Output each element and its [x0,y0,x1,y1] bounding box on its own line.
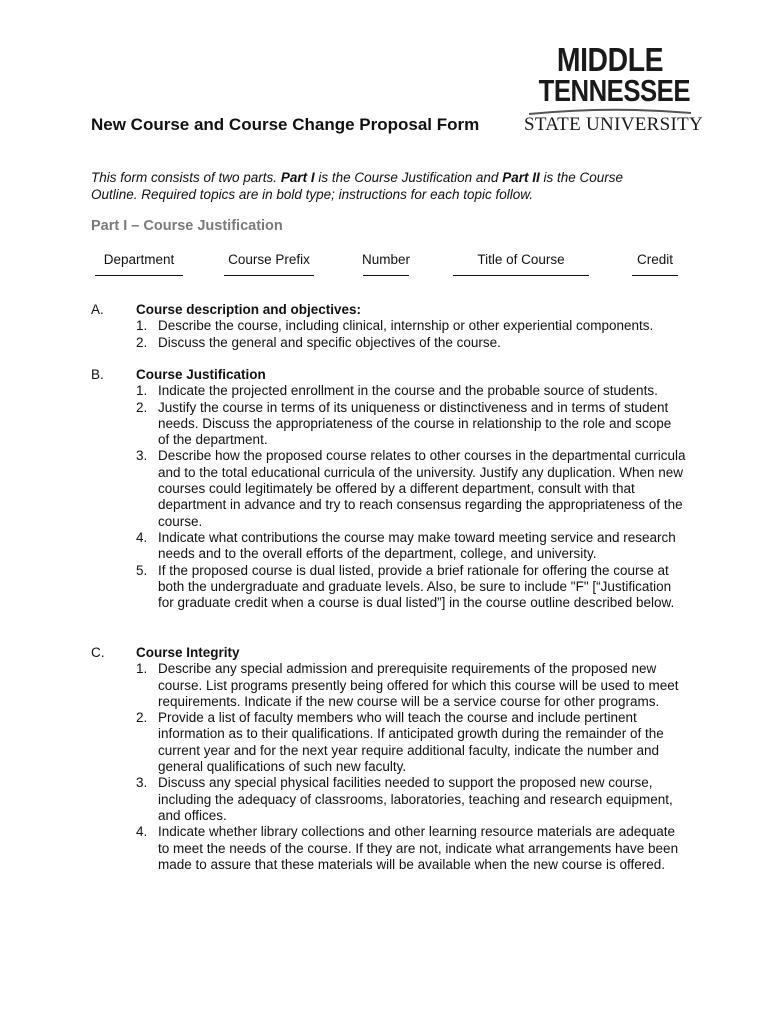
list-item: 2. Discuss the general and specific objectives of the course. [136,334,501,350]
blank-line [95,275,183,276]
intro-part-one: Part I [280,170,315,185]
list-item: 4. Indicate whether library collections and other learning resource materials are adequate to meet the needs of the course. If they are not, indicate what arrangements have been made to assure that these materials will be available when the new course is offered. [136,824,679,872]
section-heading: Course Justification [136,367,266,382]
section-course-justification [136,367,686,611]
logo-line-middle: MIDDLE [556,41,664,78]
intro-text-3: is the Course Outline. Required topics are in bold type; instructions for each topic follow. [91,170,623,202]
section-heading: Course description and objectives: [136,302,362,317]
list-item: 1. Indicate the projected enrollment in the course and the probable source of students. [136,383,658,399]
list-item: 3. Discuss any special physical facilities needed to support the proposed new course, including the adequacy of classrooms, laboratories, teaching and research equipment, and offices. [136,775,673,823]
section-heading: Course Integrity [136,645,240,660]
logo-line-tennessee: TENNESSEE [538,73,690,108]
intro-part-two: Part II [502,170,540,185]
list-item: 2. Justify the course in terms of its uniqueness or distinctiveness and in terms of student needs. Discuss the appropriateness of the course in relationship to the role and scope of the department. [136,399,672,448]
column-number [360,252,412,276]
column-label: Title of Course [477,252,565,267]
column-label: Credit [636,252,673,267]
blank-line [363,275,409,276]
blank-line [632,275,678,276]
section-letter: A. [91,302,104,317]
list-item: 1. Describe any special admission and prerequisite requirements of the proposed new course. List programs presently being offered for which this course will be used to meet requirements. Indicate if the new course will be a service course for other programs. [136,661,679,709]
intro-text-2: is the Course Justification and [314,170,503,185]
column-course-prefix [224,252,314,276]
blank-line [224,275,314,276]
intro-paragraph [91,169,671,203]
instruction-list [136,383,686,611]
blank-line [453,275,589,276]
section-course-description [136,302,686,351]
part-one-heading: Part I – Course Justification [91,218,283,234]
list-item: 4. Indicate what contributions the course may make toward meeting service and research needs and to the overall efforts of the department, college, and university. [136,529,676,562]
column-credit [631,252,679,276]
column-label: Course Prefix [228,252,310,267]
list-item: 5. If the proposed course is dual listed, provide a brief rationale for offering the course at both the undergraduate and graduate levels. Also, be sure to include "F" [“Justification for graduate credit when a course is dual listed”] in the course outline described below. [136,562,675,611]
list-item: 2. Provide a list of faculty members who will teach the course and include pertinent information as to their qualifications. If anticipated growth during the remainder of the current year and for the next year require additional faculty, indicate the number and general qualifications of such new faculty. [136,710,664,775]
column-label: Number [361,252,410,267]
instruction-list [136,318,686,351]
university-logo [524,41,704,135]
column-department [93,252,185,276]
form-title: New Course and Course Change Proposal Form [91,115,480,134]
section-course-integrity [136,645,686,873]
list-item: 1. Describe the course, including clinical, internship or other experiential components. [136,318,654,334]
list-item: 3. Describe how the proposed course relates to other courses in the departmental curricula and to the total educational curricula of the university. Justify any duplication. When new courses could legitimately be offered by a different department, consult with that department in advance and try to reach consensus regarding the appropriateness of the course. [136,448,686,529]
column-title-of-course [453,252,589,276]
section-letter: B. [91,367,104,382]
intro-text-1: This form consists of two parts. [91,170,281,185]
column-label: Department [103,252,175,267]
logo-line-state-university: STATE UNIVERSITY [524,114,704,135]
instruction-list [136,661,686,873]
section-letter: C. [91,645,105,660]
